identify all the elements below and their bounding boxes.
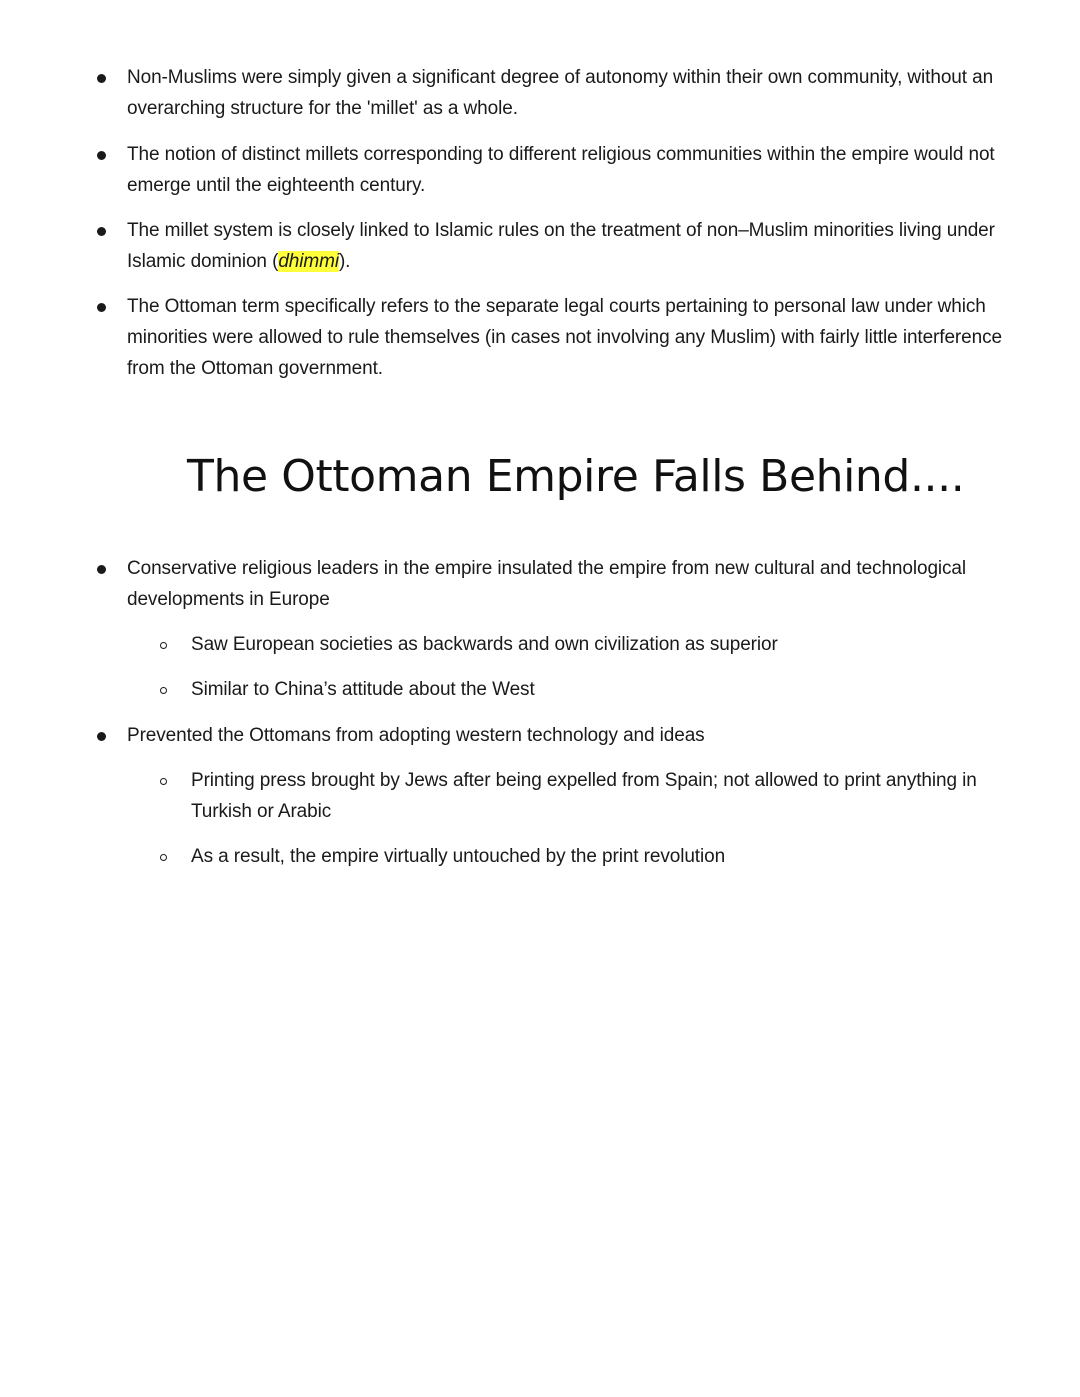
bullet-circle-icon [160,778,167,785]
bullet-circle-icon [160,642,167,649]
bullet-disc-icon [97,74,106,83]
bullet-disc-icon [97,732,106,741]
bullet-disc-icon [97,227,106,236]
bullet-text [127,215,1027,277]
bullet-text: The notion of distinct millets corresponding to different religious communities within the empire would not emerge until the eighteenth century. [127,144,995,196]
bullet-text: Conservative religious leaders in the empire insulated the empire from new cultural and technological developments in Europe [127,558,967,610]
bullet-text: The Ottoman term specifically refers to the separate legal courts pertaining to personal law under which minorities were allowed to rule themselves (in cases not involving any Muslim) with fairly little interference from the Ottoman government. [127,296,1002,379]
sub-bullet-text: Saw European societies as backwards and own civilization as superior [191,634,778,655]
bullet-disc-icon [97,303,106,312]
sub-bullet-text: Printing press brought by Jews after being expelled from Spain; not allowed to print anything in Turkish or Arabic [191,770,977,822]
bullet-circle-icon [160,854,167,861]
bullet-disc-icon [97,151,106,160]
sub-bullet-text: Similar to China’s attitude about the West [191,679,535,700]
bullet-text-part: The millet system is closely linked to Islamic rules on the treatment of non–Muslim minorities living under Islamic dominion ( [127,220,995,272]
bullet-text: Non-Muslims were simply given a significant degree of autonomy within their own community, without an overarching structure for the 'millet' as a whole. [127,67,994,119]
highlighted-term: dhimmi [278,251,339,272]
bullet-text-part: ). [338,251,351,272]
sub-bullet-text: As a result, the empire virtually untouched by the print revolution [191,846,726,867]
bullet-disc-icon [97,565,106,574]
bullet-text: Prevented the Ottomans from adopting western technology and ideas [127,725,705,746]
section-heading: The Ottoman Empire Falls Behind.... [187,451,965,502]
bullet-circle-icon [160,687,167,694]
